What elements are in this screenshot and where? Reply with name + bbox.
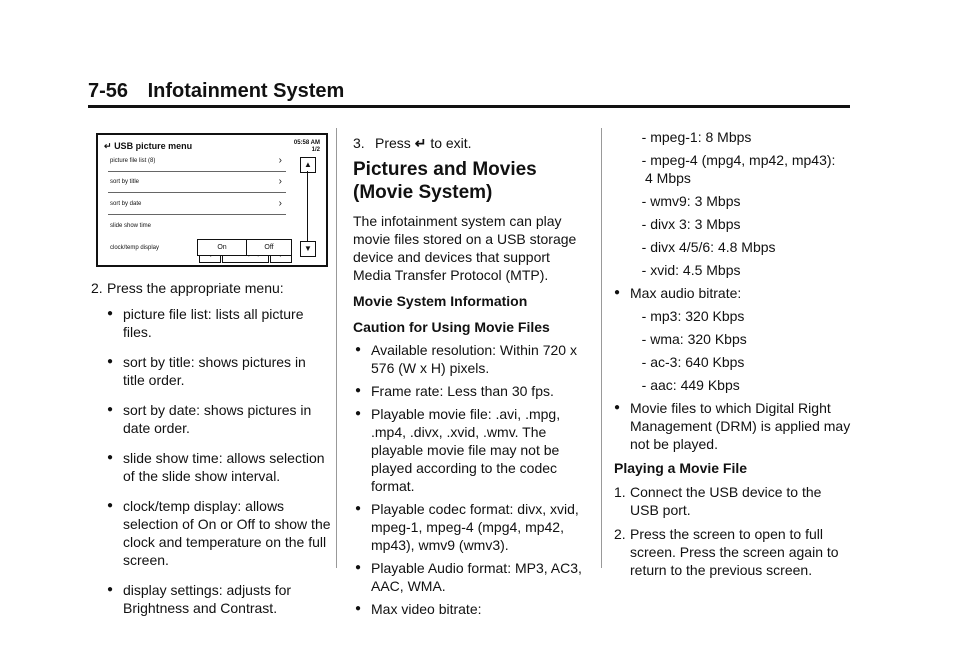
- screen-row: slide show time: [110, 223, 152, 229]
- bullet-icon: ●: [355, 503, 362, 514]
- rate-item: - mpeg-4 (mpg4, mp42, mp43):: [630, 152, 836, 168]
- bullet-icon: ●: [355, 562, 362, 573]
- section-title: Infotainment System: [147, 80, 345, 102]
- list-item: ● Max video bitrate:: [355, 601, 482, 617]
- subheading: Playing a Movie File: [614, 460, 748, 476]
- rate-item: - divx 3: 3 Mbps: [630, 216, 741, 232]
- list-item: ● Max audio bitrate:: [614, 285, 742, 301]
- bullet-icon: ●: [614, 402, 621, 413]
- page-number: 7-56: [88, 80, 129, 102]
- bullet-icon: ●: [107, 404, 114, 415]
- list-item: ● display settings: adjusts for Brightness and Contrast.: [107, 582, 292, 616]
- bullet-icon: ●: [107, 500, 114, 511]
- screen-row: sort by date ›: [108, 195, 286, 215]
- list-item: ● sort by title: shows pictures in title order.: [107, 354, 306, 388]
- rate-item: - wma: 320 Kbps: [630, 331, 747, 347]
- subheading: Movie System Information: [353, 293, 528, 309]
- list-item: ● Playable Audio format: MP3, AC3, AAC, WMA.: [355, 560, 582, 594]
- rate-item: - aac: 449 Kbps: [630, 377, 740, 393]
- screen-title: ↵ USB picture menu: [104, 141, 193, 151]
- step-2: 2. Press the screen to open to full screen. Press the screen again to return to the previous screen.: [614, 526, 839, 578]
- rate-item: - wmv9: 3 Mbps: [630, 193, 741, 209]
- bullet-icon: ●: [107, 356, 114, 367]
- bullet-icon: ●: [355, 385, 362, 396]
- screen-row: picture file list (8) ›: [108, 152, 286, 172]
- bullet-icon: ●: [107, 452, 114, 463]
- scroll-track: [307, 171, 308, 241]
- bullet-icon: ●: [355, 408, 362, 419]
- rate-item: - mpeg-1: 8 Mbps: [630, 129, 752, 145]
- scroll-up-icon: ▲: [300, 157, 316, 173]
- rate-item: - divx 4/5/6: 4.8 Mbps: [630, 239, 776, 255]
- back-icon: ↵: [414, 135, 427, 151]
- column-3: [614, 128, 854, 584]
- rate-item: - ac-3: 640 Kbps: [630, 354, 745, 370]
- list-item: ● Movie files to which Digital Right Management (DRM) is applied may not be played.: [614, 400, 851, 452]
- column-1: [91, 279, 331, 622]
- screen-row: sort by title ›: [108, 173, 286, 193]
- list-item: ● picture file list: lists all picture files.: [107, 306, 304, 340]
- list-item: ● Playable movie file: .avi, .mpg, .mp4, .divx, .xvid, .wmv. The playable movie file may not be played according to the codec format.: [355, 406, 561, 494]
- list-item: ● sort by date: shows pictures in date order.: [107, 402, 312, 436]
- list-item: ● clock/temp display: allows selection of On or Off to show the clock and temperature on the full screen.: [107, 498, 331, 568]
- list-item: ● Playable codec format: divx, xvid, mpeg-1, mpeg-4 (mpg4, mp42, mp43), wmv9 (wmv3).: [355, 501, 579, 553]
- on-button: On: [197, 239, 247, 256]
- chevron-right-icon: ›: [278, 176, 282, 187]
- off-button: Off: [246, 239, 292, 256]
- bullet-icon: ●: [355, 603, 362, 614]
- section-heading: Pictures and Movies (Movie System): [353, 159, 537, 203]
- page-header: [88, 80, 344, 103]
- back-icon: ↵: [104, 141, 112, 151]
- column-2: [353, 134, 585, 623]
- bullet-icon: ●: [614, 287, 621, 298]
- column-divider: [336, 128, 337, 568]
- step-2: 2. Press the appropriate menu:: [91, 280, 284, 296]
- rate-item: - xvid: 4.5 Mbps: [630, 262, 741, 278]
- list-item: ● Frame rate: Less than 30 fps.: [355, 383, 554, 399]
- chevron-right-icon: ›: [278, 198, 282, 209]
- rate-item: - mp3: 320 Kbps: [630, 308, 745, 324]
- subheading: Caution for Using Movie Files: [353, 319, 550, 335]
- chevron-right-icon: ›: [278, 155, 282, 166]
- header-rule: [88, 105, 850, 108]
- step-1: 1. Connect the USB device to the USB port.: [614, 484, 822, 518]
- step-3: 3. Press ↵ to exit.: [353, 135, 472, 151]
- bullet-icon: ●: [107, 308, 114, 319]
- bullet-icon: ●: [107, 584, 114, 595]
- screen-clock: 05:58 AM 1/2: [293, 140, 320, 153]
- rate-item-cont: 4 Mbps: [645, 170, 691, 186]
- screen-row: clock/temp display: [110, 245, 160, 251]
- scroll-down-icon: ▼: [300, 241, 316, 257]
- column-divider: [601, 128, 602, 568]
- bullet-icon: ●: [355, 344, 362, 355]
- list-item: ● slide show time: allows selection of the slide show interval.: [107, 450, 325, 484]
- intro-paragraph: The infotainment system can play movie files stored on a USB storage device and devices that support Media Transfer Protocol (MTP).: [353, 213, 577, 283]
- list-item: ● Available resolution: Within 720 x 576 (W x H) pixels.: [355, 342, 577, 376]
